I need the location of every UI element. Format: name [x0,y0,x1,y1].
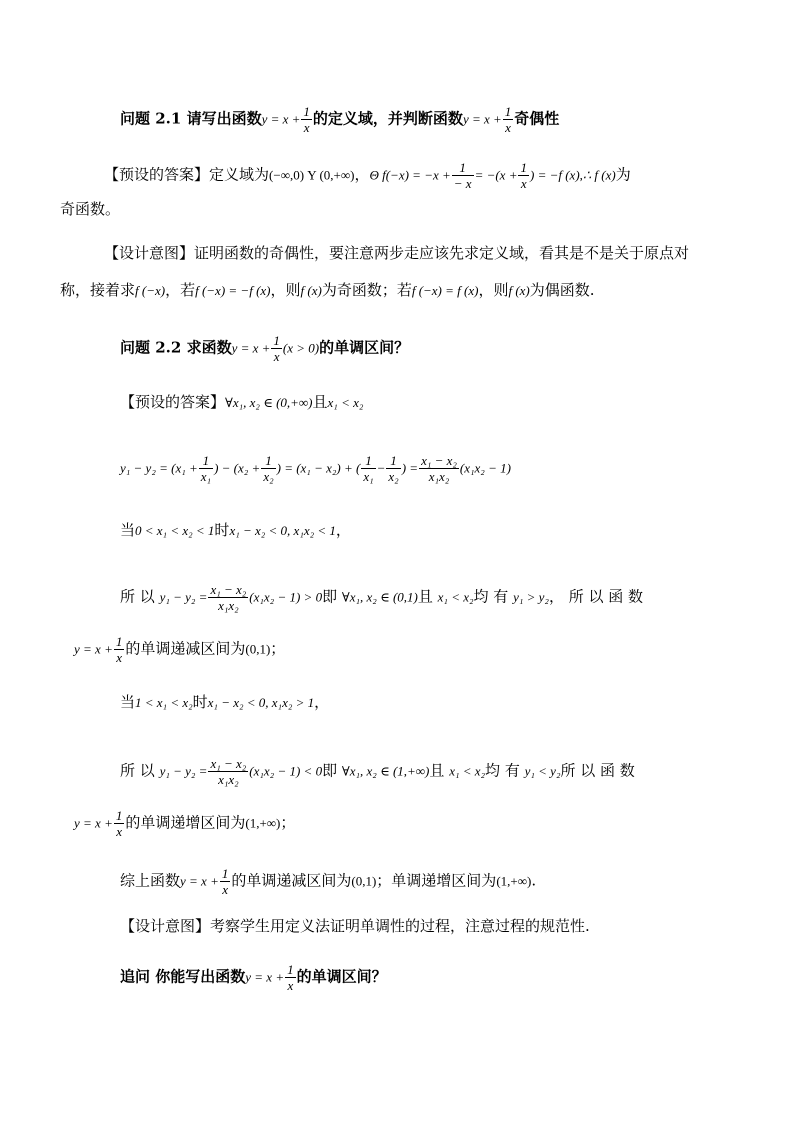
answer-tag: 【预设的答案】 [104,165,210,184]
math-expr: x₁ < x₂ [449,763,486,779]
intent-text: ，则 [478,281,509,299]
conclusion-text: 所 以 函 数 [560,761,635,780]
fraction [518,160,529,191]
math-expr: ) = −f (x),∴ f (x) [529,167,616,183]
fraction-numerator: 1 [115,634,123,649]
math-interval: (0,1) [245,641,271,657]
math-expr: y = x + [245,969,285,985]
fraction [114,808,125,839]
conclusion-1-line-1 [120,582,643,613]
case-text: 时 [214,521,230,539]
fraction [361,453,375,484]
math-expr: y = x + [231,340,271,356]
answer-2-1-line-1 [104,160,631,191]
intent-text: ，若 [165,281,196,299]
conclusion-text: 即 [322,587,338,606]
fraction [261,453,275,484]
summary-text: 的单调递减区间为 [231,871,352,890]
derivation-line [120,453,511,484]
math-expr: 1 < x₁ < x₂ [135,695,193,710]
math-interval: (1,+∞) [245,815,281,831]
intent-1-line-2 [60,280,595,301]
fraction-denominator: x [116,824,122,839]
answer-2-2 [120,392,363,413]
fraction-numerator: 1 [115,808,123,823]
math-expr: y₁ > y₂ [513,589,549,605]
fraction [208,582,248,613]
math-expr: f (−x) = f (x) [411,283,479,298]
fraction-denominator: − x [453,176,472,191]
math-expr: y = x + [180,873,219,889]
case-text: 时 [192,693,208,711]
fraction-denominator: x [520,176,527,191]
fraction-denominator: x [303,120,310,135]
fraction [199,453,213,484]
fraction-numerator: 1 [261,453,275,469]
question-text: 的单调区间？ [296,967,387,986]
fraction-numerator: 1 [386,453,400,469]
conclusion-text: 且 [417,587,433,606]
math-expr: f (−x) [135,283,166,298]
math-expr: (x₁x₂ − 1) < 0 [249,763,323,779]
answer-tag: 【预设的答案】 [120,393,226,411]
math-expr: y = x + [74,815,113,831]
conclusion-text: 均 有 [485,761,520,780]
question-label: 追问 [120,967,151,986]
fraction-denominator: x [505,120,511,135]
case-text: ， [335,521,351,539]
fraction-numerator: x₁ − x₂ [210,582,247,597]
summary-text: ；单调递增区间为 [376,871,497,890]
math-domain: (−∞,0) Y (0,+∞) [269,167,355,183]
math-expr: (x > 0) [282,340,320,356]
fraction [301,104,312,135]
math-expr: = −(x + [474,167,518,183]
math-expr: y₁ < y₂ [524,763,561,779]
question-text: 的定义域，并判断函数 [312,109,463,128]
math-expr: y = x + [74,641,113,657]
math-expr: y = x + [261,111,301,127]
fraction [285,962,296,993]
intent-text: ，则 [270,281,301,299]
math-expr: ) = (x₁ − x₂) + ( [276,460,361,476]
fraction-numerator: 1 [452,160,474,176]
math-expr: 0 < x₁ < x₂ < 1 [135,523,215,538]
math-expr: ) = [401,460,419,476]
math-expr: Θ f(−x) = −x + [369,167,451,183]
intent-text: 证明函数的奇偶性，要注意两步走应该先求定义域，看其是不是关于原点对 [194,244,690,262]
fraction-denominator: x [287,978,294,993]
math-expr: y₁ − y₂ = [159,763,208,779]
math-expr: − [376,460,386,476]
math-interval: (1,+∞) [496,873,532,889]
fraction [114,634,125,665]
conclusion-text: 均 有 [473,587,509,606]
answer-text: 定义域为 [209,165,270,184]
conclusion-text: 的单调递增区间为 [125,813,246,832]
math-expr: ) − (x₂ + [214,460,261,476]
conclusion-text: 且 [429,761,445,780]
fraction-numerator: x₁ − x₂ [421,453,457,468]
conclusion-text: 即 [322,761,338,780]
case-text: 当 [120,521,136,539]
intent-1-line-1 [104,243,689,263]
fraction-denominator: x₁x₂ [218,772,239,787]
fraction-numerator: x₁ − x₂ [210,756,247,771]
fraction-numerator: 1 [361,453,375,469]
fraction-numerator: 1 [504,104,512,119]
question-text: 请写出函数 [186,109,262,128]
question-text: 奇偶性 [514,109,560,128]
fraction [452,160,474,191]
math-expr: y = x + [462,111,502,127]
fraction [271,333,282,364]
fraction-denominator: x₂ [388,469,399,484]
fraction-numerator: 1 [287,962,294,977]
fraction-denominator: x [116,650,122,665]
math-expr: (x₁x₂ − 1) > 0 [249,589,323,605]
summary-line [120,866,536,897]
conclusion-1-line-2 [74,634,285,665]
answer-text: 且 [312,393,328,411]
conclusion-2-line-2 [74,808,295,839]
intent-text: 为奇函数；若 [321,281,412,299]
fraction-denominator: x₁x₂ [428,469,450,484]
separator: ， [354,165,370,184]
question-2-1 [120,104,559,135]
math-expr: (x₁x₂ − 1) [459,460,511,476]
math-expr: f (x) [300,283,322,298]
math-expr: x₁ − x₂ < 0, x₁x₂ > 1 [207,695,315,710]
fraction-numerator: 1 [221,866,229,881]
question-label: 问题 2.1 [120,109,182,128]
intent-2 [120,916,590,936]
math-expr: x₁ < x₂ [437,589,474,605]
math-expr: ∀x₁, x₂ ∈ (0,1) [341,589,418,605]
fraction [419,453,459,484]
fraction-numerator: 1 [273,333,280,348]
fraction-denominator: x₁ [363,469,374,484]
conclusion-text: ； [270,639,286,658]
case-2 [120,692,329,713]
question-text: 的单调区间？ [319,338,410,357]
question-2-2 [120,333,409,364]
case-text: 当 [120,693,136,711]
fraction-numerator: 1 [303,104,310,119]
math-expr: f (x) [508,283,530,298]
intent-tag: 【设计意图】 [120,917,211,935]
math-expr: y₁ − y₂ = (x₁ + [120,460,198,476]
conclusion-text: ； [280,813,296,832]
question-label: 问题 2.2 [120,338,182,357]
intent-text: 为偶函数. [529,281,595,299]
fraction-numerator: 1 [199,453,213,469]
intent-tag: 【设计意图】 [104,244,195,262]
conclusion-text: ， 所 以 函 数 [548,587,644,606]
math-expr: ∀x₁, x₂ ∈ (1,+∞) [341,763,430,779]
fraction [220,866,231,897]
fraction [386,453,400,484]
math-expr: y₁ − y₂ = [159,589,208,605]
case-text: ， [314,693,330,711]
math-expr: x₁ − x₂ < 0, x₁x₂ < 1 [229,523,336,538]
summary-text: . [531,871,537,890]
summary-text: 综上函数 [120,871,181,890]
conclusion-text: 所 以 [120,761,155,780]
conclusion-2-line-1 [120,756,635,787]
math-expr: ∀x₁, x₂ ∈ (0,+∞) [225,395,313,410]
answer-text: 奇函数。 [60,200,121,218]
fraction [208,756,248,787]
conclusion-text: 所 以 [120,587,155,606]
answer-text: 为 [615,165,631,184]
fraction [503,104,514,135]
fraction-denominator: x [222,882,228,897]
conclusion-text: 的单调递减区间为 [125,639,246,658]
case-1 [120,520,351,541]
math-expr: f (−x) = −f (x) [195,283,271,298]
math-expr: x₁ < x₂ [327,395,364,410]
question-text: 你能写出函数 [155,967,246,986]
intent-text: 考察学生用定义法证明单调性的过程，注意过程的规范性. [210,917,590,935]
fraction-denominator: x [273,349,280,364]
follow-up-question [120,962,387,993]
fraction-denominator: x₂ [263,469,274,484]
fraction-denominator: x₁ [200,469,212,484]
intent-text: 称，接着求 [60,281,136,299]
math-interval: (0,1) [351,873,377,889]
fraction-denominator: x₁x₂ [218,598,239,613]
fraction-numerator: 1 [520,160,527,175]
answer-2-1-line-2 [60,199,120,219]
question-text: 求函数 [186,338,232,357]
